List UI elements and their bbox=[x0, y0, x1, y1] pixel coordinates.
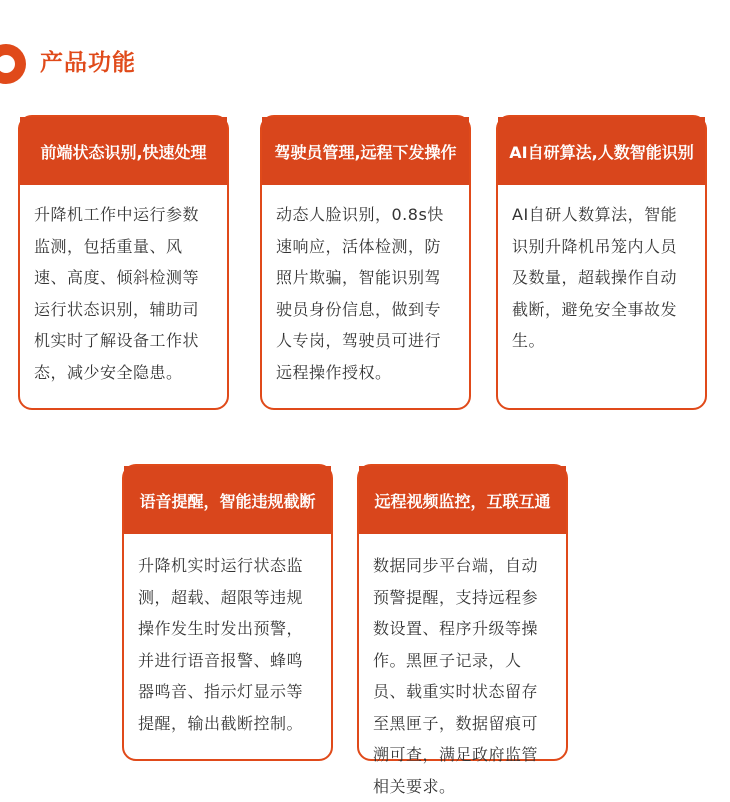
circle-bullet-icon bbox=[0, 44, 26, 84]
feature-card-ai-headcount bbox=[496, 115, 707, 410]
section-header bbox=[0, 38, 300, 82]
card-title: AI自研算法,人数智能识别 bbox=[498, 117, 705, 185]
card-title: 前端状态识别,快速处理 bbox=[20, 117, 227, 185]
card-description: 升降机工作中运行参数监测，包括重量、风速、高度、倾斜检测等运行状态识别，辅助司机实时了解设备工作状态，减少安全隐患。 bbox=[34, 205, 200, 382]
feature-card-remote-video bbox=[357, 464, 568, 796]
feature-card-status-recognition bbox=[18, 115, 229, 410]
page-title: 产品功能 bbox=[40, 50, 136, 76]
card-description: AI自研人数算法，智能识别升降机吊笼内人员及数量，超载操作自动截断，避免安全事故发生。 bbox=[512, 205, 678, 350]
feature-card-voice-alert bbox=[122, 464, 333, 761]
feature-card-driver-management bbox=[260, 115, 471, 410]
card-description: 升降机实时运行状态监测，超载、超限等违规操作发生时发出预警，并进行语音报警、蜂鸣器鸣音、指示灯显示等提醒，输出截断控制。 bbox=[138, 556, 304, 733]
card-title: 语音提醒，智能违规截断 bbox=[124, 466, 331, 534]
card-title: 驾驶员管理,远程下发操作 bbox=[262, 117, 469, 185]
card-description: 动态人脸识别，0.8s快速响应，活体检测，防照片欺骗，智能识别驾驶员身份信息，做到专人专岗，驾驶员可进行远程操作授权。 bbox=[276, 205, 444, 382]
card-description: 数据同步平台端，自动预警提醒，支持远程参数设置、程序升级等操作。黑匣子记录，人员、载重实时状态留存至黑匣子，数据留痕可溯可查，满足政府监管相关要求。 bbox=[373, 556, 539, 796]
card-title: 远程视频监控，互联互通 bbox=[359, 466, 566, 534]
